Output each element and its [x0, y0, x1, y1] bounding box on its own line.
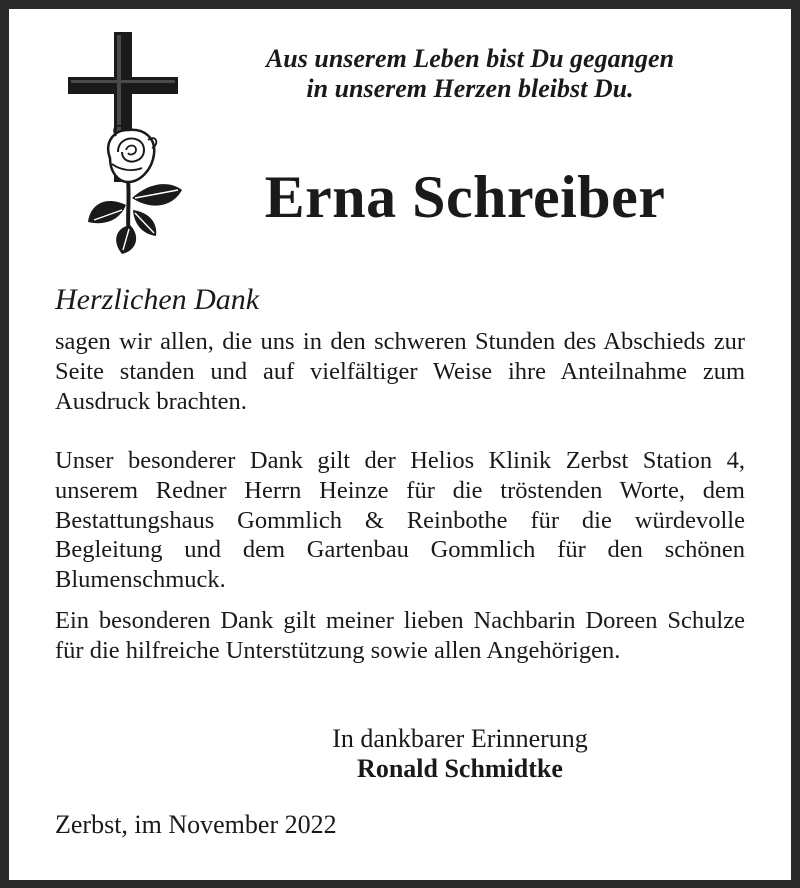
thanks-paragraph-1: sagen wir allen, die uns in den schweren Stunden des Abschieds zur Seite standen und auf vielfältiger Weise ihre Anteilnahme zum Ausdruck brachten. [55, 328, 745, 415]
thanks-heading: Herzlichen Dank [55, 283, 260, 316]
place-and-date: Zerbst, im November 2022 [55, 810, 337, 839]
motto-line-2: in unserem Herzen bleibst Du. [306, 74, 634, 103]
thanks-paragraph-2: Unser besonderer Dank gilt der Helios Klinik Zerbst Station 4, unserem Redner Herrn Heinze für die tröstenden Worte, dem Bestattungshaus Gommlich & Reinbothe für die würdevolle Begleitung und dem Gartenbau Gommlich für den schönen Blumenschmuck. [55, 447, 745, 594]
motto-line-1: Aus unserem Leben bist Du gegangen [265, 44, 675, 73]
rose-leaves-icon [88, 184, 182, 254]
signoff-block [250, 724, 670, 784]
rose-icon [108, 126, 156, 182]
cross-with-rose-icon [60, 30, 200, 255]
memorial-motto [210, 44, 730, 104]
deceased-name: Erna Schreiber [264, 164, 666, 230]
thanks-paragraph-3: Ein besonderen Dank gilt meiner lieben Nachbarin Doreen Schulze für die hilfreiche Unterstützung sowie allen Angehörigen. [55, 607, 745, 664]
signoff-text: In dankbarer Erinnerung [332, 724, 588, 753]
signer-name: Ronald Schmidtke [357, 754, 563, 783]
